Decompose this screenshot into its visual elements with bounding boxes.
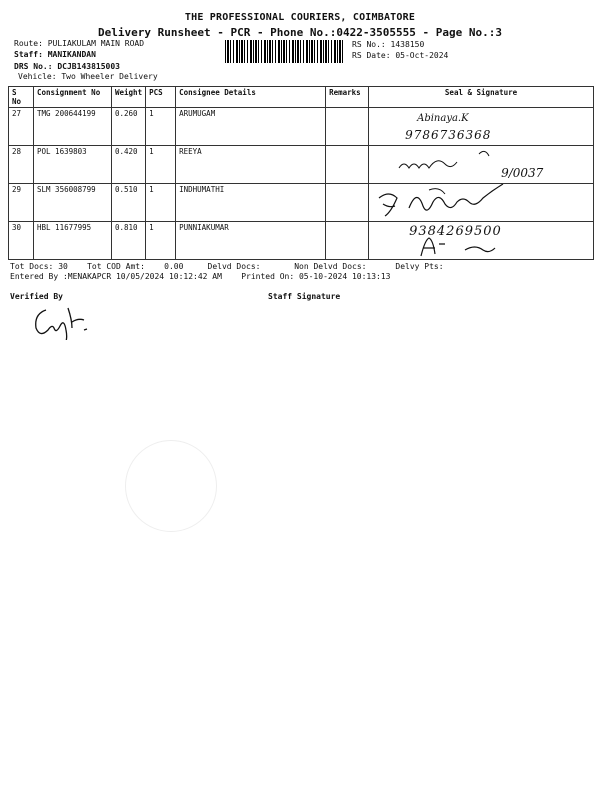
drs-line: DRS No.: DCJB143815003 <box>14 62 120 71</box>
staff-signature-label: Staff Signature <box>268 292 341 301</box>
cell-sno: 29 <box>9 184 34 222</box>
company-title: THE PROFESSIONAL COURIERS, COIMBATORE <box>184 12 416 23</box>
entered-line: Entered By :MENAKAPCR 10/05/2024 10:12:42 AM Printed On: 05-10-2024 10:13:13 <box>10 272 391 281</box>
table-row <box>9 108 594 146</box>
handwritten-number: 9/0037 <box>501 166 544 180</box>
cell-consignee: REEYA <box>176 146 326 184</box>
handwritten-initials <box>369 222 569 258</box>
cell-signature <box>369 146 594 184</box>
cell-consignment: POL 1639803 <box>34 146 112 184</box>
cell-pcs: 1 <box>146 108 176 146</box>
cell-consignment: SLM 356008799 <box>34 184 112 222</box>
col-weight: Weight <box>112 87 146 108</box>
cell-weight: 0.810 <box>112 222 146 260</box>
runsheet-subtitle: Delivery Runsheet - PCR - Phone No.:0422-3505555 - Page No.:3 <box>98 26 502 39</box>
cell-remarks <box>326 146 369 184</box>
cell-consignment: HBL 11677995 <box>34 222 112 260</box>
runsheet-table <box>8 86 594 260</box>
handwritten-signature <box>369 184 569 220</box>
rs-date-line: RS Date: 05-Oct-2024 <box>352 51 449 60</box>
table-row <box>9 146 594 184</box>
cell-remarks <box>326 222 369 260</box>
rs-no-line: RS No.: 1438150 <box>352 40 425 49</box>
cell-pcs: 1 <box>146 184 176 222</box>
cell-sno: 27 <box>9 108 34 146</box>
col-signature: Seal & Signature <box>369 87 594 108</box>
handwritten-phone: 9384269500 <box>409 224 502 239</box>
faint-stamp <box>125 440 217 532</box>
cell-pcs: 1 <box>146 146 176 184</box>
cell-pcs: 1 <box>146 222 176 260</box>
col-remarks: Remarks <box>326 87 369 108</box>
cell-weight: 0.510 <box>112 184 146 222</box>
cell-signature <box>369 184 594 222</box>
verifier-signature <box>28 300 98 340</box>
cell-signature <box>369 222 594 260</box>
cell-signature <box>369 108 594 146</box>
col-consignment: Consignment No <box>34 87 112 108</box>
col-consignee: Consignee Details <box>176 87 326 108</box>
col-sno: S No <box>9 87 34 108</box>
table-header-row <box>9 87 594 108</box>
cell-remarks <box>326 108 369 146</box>
cell-consignee: INDHUMATHI <box>176 184 326 222</box>
cell-sno: 30 <box>9 222 34 260</box>
verified-by-label: Verified By <box>10 292 63 301</box>
vehicle-line: Vehicle: Two Wheeler Delivery <box>18 72 158 81</box>
table-row <box>9 184 594 222</box>
route-line: Route: PULIAKULAM MAIN ROAD <box>14 39 145 48</box>
col-pcs: PCS <box>146 87 176 108</box>
table-row <box>9 222 594 260</box>
handwritten-signature: Abinaya.K <box>417 113 469 124</box>
cell-weight: 0.260 <box>112 108 146 146</box>
barcode <box>225 40 343 63</box>
cell-remarks <box>326 184 369 222</box>
cell-weight: 0.420 <box>112 146 146 184</box>
staff-line: Staff: MANIKANDAN <box>14 50 96 59</box>
cell-consignee: ARUMUGAM <box>176 108 326 146</box>
cell-sno: 28 <box>9 146 34 184</box>
handwritten-phone: 9786736368 <box>405 128 492 142</box>
cell-consignee: PUNNIAKUMAR <box>176 222 326 260</box>
totals-line: Tot Docs: 30 Tot COD Amt: 0.00 Delvd Docs: Non Delvd Docs: Delvy Pts: <box>10 262 444 271</box>
cell-consignment: TMG 200644199 <box>34 108 112 146</box>
